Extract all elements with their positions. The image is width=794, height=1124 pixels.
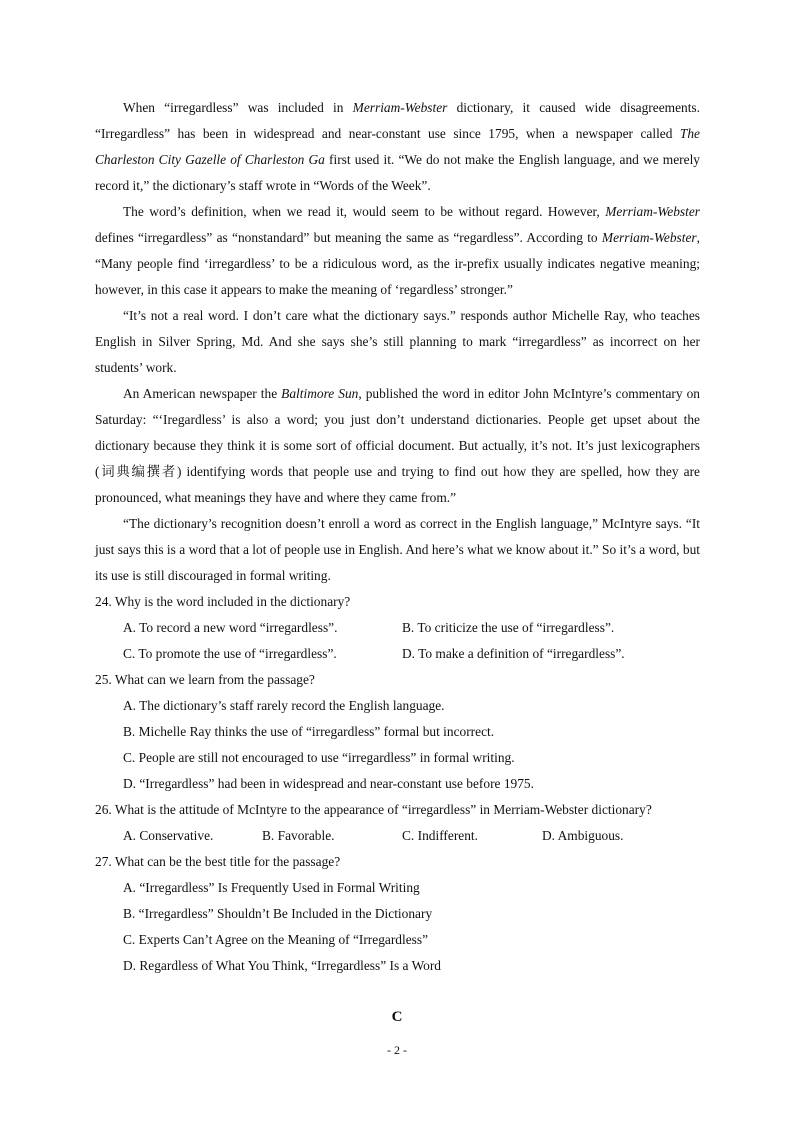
text-run: , “Many people find ‘irregardless’ to be a ridiculous word, as the ir-prefix usually indicates negative meaning; however, in this case it appears to make the meaning of ‘regardless’ stronger.”	[95, 230, 700, 297]
question-26-stem: 26. What is the attitude of McIntyre to the appearance of “irregardless” in Merriam-Webster dictionary?	[95, 802, 652, 817]
section-heading: C	[391, 1009, 403, 1025]
question-24-option-d: D. To make a definition of “irregardless”.	[402, 646, 625, 661]
text-run: The word’s definition, when we read it, would seem to be without regard. However,	[123, 204, 606, 219]
italic-dictionary-name: Merriam-Webster	[601, 230, 697, 245]
passage-paragraph-1	[95, 95, 700, 199]
question-27-stem: 27. What can be the best title for the passage?	[95, 854, 341, 869]
question-24-stem: 24. Why is the word included in the dictionary?	[95, 594, 351, 609]
text-run: When “irregardless” was included in	[123, 100, 353, 115]
question-25-option-c: C. People are still not encouraged to use “irregardless” in formal writing.	[123, 750, 515, 765]
question-24-option-b: B. To criticize the use of “irregardless”.	[402, 620, 615, 635]
question-27-option-b: B. “Irregardless” Shouldn’t Be Included in the Dictionary	[123, 906, 433, 921]
italic-dictionary-name: Merriam-Webster	[352, 100, 448, 115]
question-27-option-c: C. Experts Can’t Agree on the Meaning of “Irregardless”	[123, 932, 429, 947]
question-27-option-a: A. “Irregardless” Is Frequently Used in Formal Writing	[123, 880, 420, 895]
italic-dictionary-name: Merriam-Webster	[605, 204, 700, 219]
text-run: An American newspaper the	[123, 386, 282, 401]
question-25-option-b: B. Michelle Ray thinks the use of “irregardless” formal but incorrect.	[123, 724, 495, 739]
passage-paragraph-3: “It’s not a real word. I don’t care what the dictionary says.” responds author Michelle Ray, who teaches English in Silver Spring, Md. And she says she’s still planning to mark “irregardless” as incorrect on her students’ work.	[95, 308, 700, 375]
question-26-option-c: C. Indifferent.	[402, 828, 478, 843]
text-run: dictionary, it caused wide disagreements. “Irregardless” has been in widespread and near-constant use since 1795, when a newspaper called	[95, 100, 700, 141]
text-run: , published the word in editor John McIntyre’s commentary on Saturday: “‘Iregardless’ is also a word; you just don’t understand dictionaries. People get upset about the dictionary because they think it is some sort of official document. But actually, it’s not. It’s just lexicographers (词典编撰者) identifying words that people use and trying to find out how they are spelled, how they are pronounced, what meanings they have and where they came from.”	[95, 386, 700, 505]
text-run: first used it. “We do not make the English language, and we merely record it,” the dictionary’s staff wrote in “Words of the Week”.	[95, 152, 700, 193]
question-24-option-a: A. To record a new word “irregardless”.	[123, 620, 338, 635]
question-26-option-d: D. Ambiguous.	[542, 828, 624, 843]
question-26-option-b: B. Favorable.	[262, 828, 335, 843]
question-26-option-a: A. Conservative.	[123, 828, 214, 843]
question-27-option-d: D. Regardless of What You Think, “Irregardless” Is a Word	[123, 958, 441, 973]
page-number: - 2 -	[387, 1043, 407, 1057]
question-24-option-c: C. To promote the use of “irregardless”.	[123, 646, 337, 661]
question-25-stem: 25. What can we learn from the passage?	[95, 672, 315, 687]
passage-paragraph-4	[95, 381, 700, 511]
text-run: defines “irregardless” as “nonstandard” but meaning the same as “regardless”. According to	[95, 230, 602, 245]
passage-paragraph-2	[95, 199, 700, 303]
passage-paragraph-5: “The dictionary’s recognition doesn’t enroll a word as correct in the English language,” McIntyre says. “It just says this is a word that a lot of people use in English. And here’s what we know about it.” So it’s a word, but its use is still discouraged in formal writing.	[95, 516, 700, 583]
italic-newspaper-name: The Charleston City Gazelle of Charleston Ga	[95, 126, 700, 167]
italic-newspaper-name: Baltimore Sun	[281, 386, 359, 401]
question-25-option-a: A. The dictionary’s staff rarely record the English language.	[123, 698, 445, 713]
question-25-option-d: D. “Irregardless” had been in widespread and near-constant use before 1975.	[123, 776, 534, 791]
